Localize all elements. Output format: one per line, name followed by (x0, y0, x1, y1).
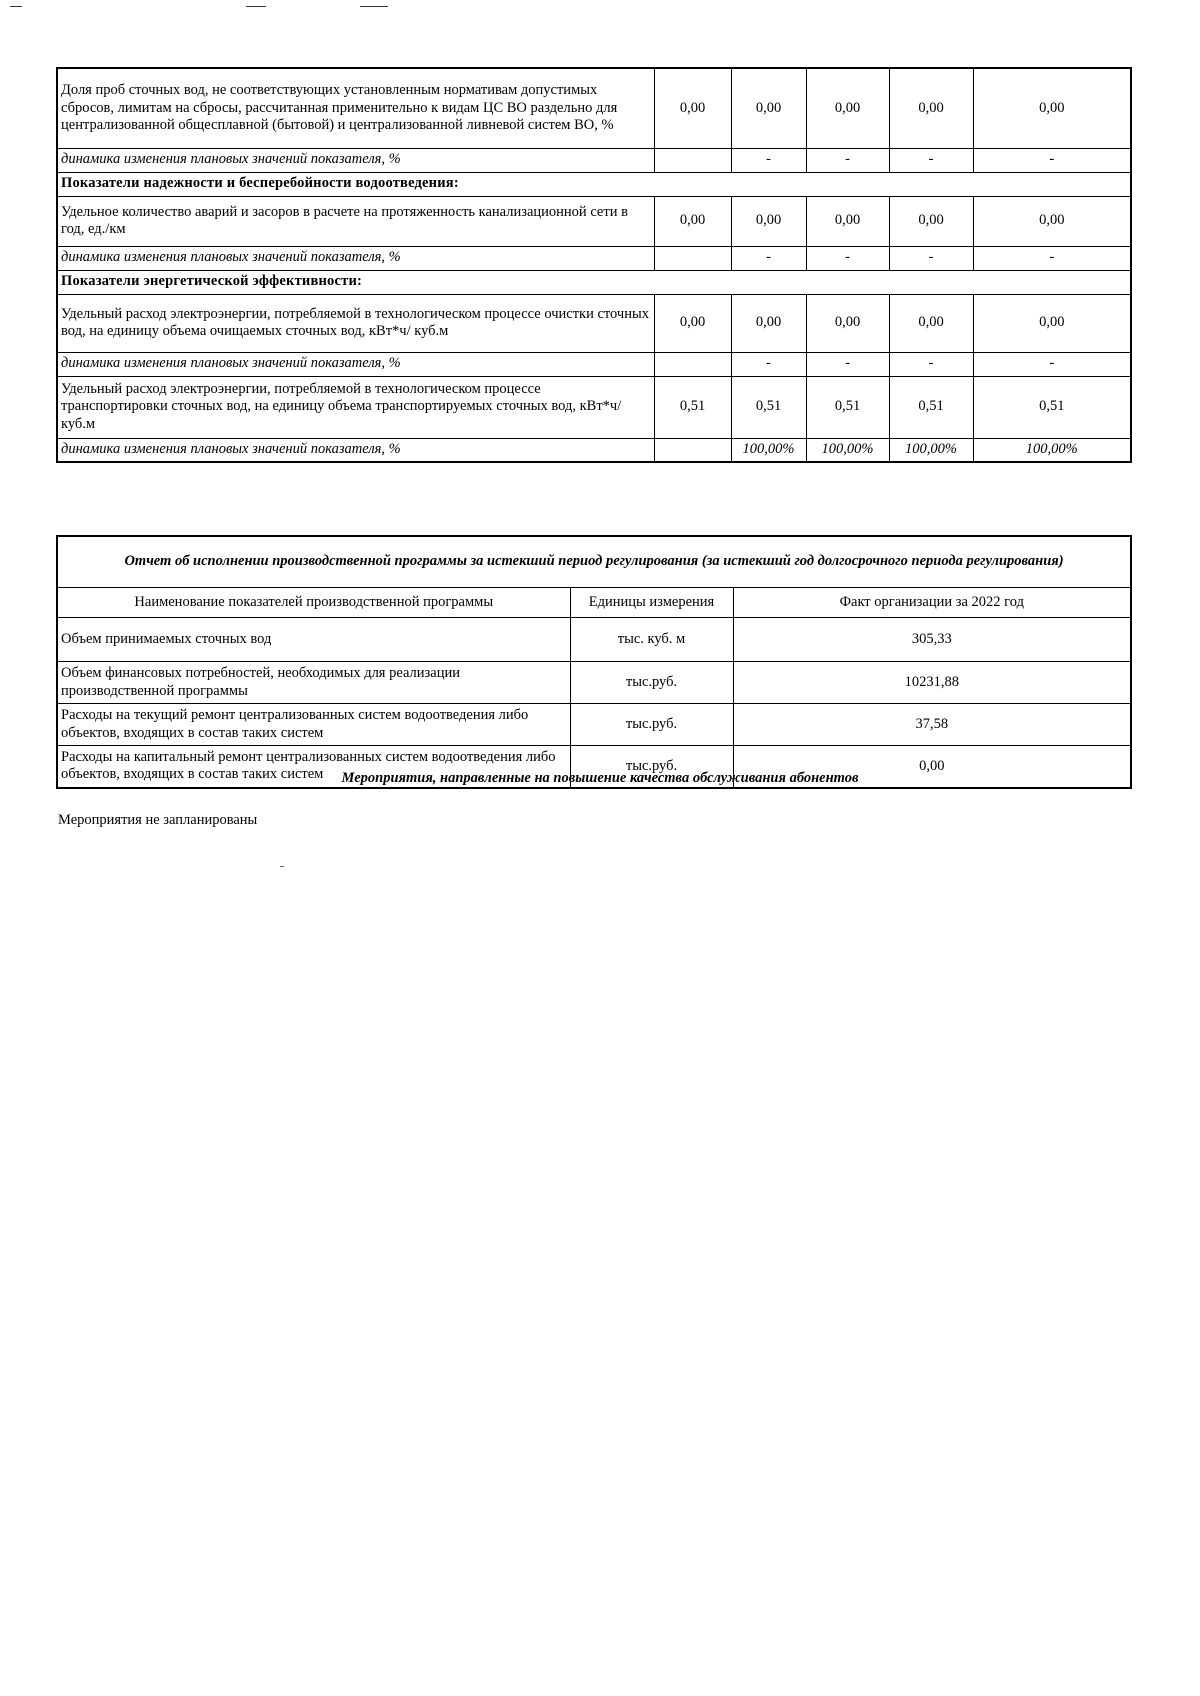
value-cell: 0,00 (731, 294, 806, 352)
value-cell: - (806, 246, 889, 270)
indicator-row (57, 294, 1131, 352)
value-cell: - (731, 352, 806, 376)
value-cell: 100,00% (731, 438, 806, 462)
report-table-body (57, 618, 1131, 788)
value-cell: - (731, 148, 806, 172)
header-indicator-name: Наименование показателей производственной программы (57, 588, 570, 618)
value-cell (654, 148, 731, 172)
report-label: Объем финансовых потребностей, необходимых для реализации производственной программы (57, 662, 570, 704)
report-label: Расходы на текущий ремонт централизованных систем водоотведения либо объектов, входящих в состав таких систем (57, 704, 570, 746)
value-cell (654, 352, 731, 376)
scan-dot (280, 866, 284, 867)
section-title: Показатели энергетической эффективности: (57, 270, 1131, 294)
value-cell (654, 438, 731, 462)
value-cell: 0,00 (973, 68, 1131, 148)
indicator-row (57, 196, 1131, 246)
section-title: Показатели надежности и бесперебойности водоотведения: (57, 172, 1131, 196)
value-cell: - (806, 352, 889, 376)
dynamics-row (57, 438, 1131, 462)
report-header-row (57, 588, 1131, 618)
indicator-label: Удельный расход электроэнергии, потребляемой в технологическом процессе транспортировки сточных вод, на единицу объема транспортируемых сточных вод, кВт*ч/ куб.м (57, 376, 654, 438)
dynamics-label: динамика изменения плановых значений показателя, % (57, 352, 654, 376)
value-cell: - (973, 148, 1131, 172)
dynamics-label: динамика изменения плановых значений показателя, % (57, 438, 654, 462)
indicator-label: Удельное количество аварий и засоров в расчете на протяженность канализационной сети в год, ед./км (57, 196, 654, 246)
measures-text: Мероприятия не запланированы (58, 812, 258, 828)
header-fact: Факт организации за 2022 год (733, 588, 1131, 618)
value-cell (654, 246, 731, 270)
report-unit: тыс. куб. м (570, 618, 733, 662)
scan-mark (10, 6, 22, 7)
value-cell: 0,00 (654, 68, 731, 148)
value-cell: - (731, 246, 806, 270)
value-cell: 0,00 (973, 196, 1131, 246)
indicators-table-body (57, 68, 1131, 462)
value-cell: - (889, 352, 973, 376)
section-row (57, 172, 1131, 196)
indicator-label: Доля проб сточных вод, не соответствующих установленным нормативам допустимых сбросов, лимитам на сбросы, рассчитанная применительно к видам ЦС ВО раздельно для централизованной общесплавной (бытовой) и централизованной ливневой систем ВО, % (57, 68, 654, 148)
dynamics-row (57, 148, 1131, 172)
indicator-label: Удельный расход электроэнергии, потребляемой в технологическом процессе очистки сточных вод, на единицу объема очищаемых сточных вод, кВт*ч/ куб.м (57, 294, 654, 352)
report-value: 10231,88 (733, 662, 1131, 704)
section-row (57, 270, 1131, 294)
value-cell: 0,00 (889, 294, 973, 352)
value-cell: 0,00 (889, 68, 973, 148)
indicators-table (56, 67, 1132, 463)
report-value: 37,58 (733, 704, 1131, 746)
value-cell: - (973, 246, 1131, 270)
value-cell: - (973, 352, 1131, 376)
value-cell: 100,00% (806, 438, 889, 462)
report-caption-row (57, 536, 1131, 588)
value-cell: 0,00 (806, 68, 889, 148)
value-cell: 0,51 (806, 376, 889, 438)
value-cell: 0,00 (654, 196, 731, 246)
dynamics-label: динамика изменения плановых значений показателя, % (57, 246, 654, 270)
header-unit: Единицы измерения (570, 588, 733, 618)
value-cell: 100,00% (973, 438, 1131, 462)
value-cell: 0,00 (731, 68, 806, 148)
report-row (57, 704, 1131, 746)
dynamics-row (57, 246, 1131, 270)
report-value: 305,33 (733, 618, 1131, 662)
value-cell: 0,00 (889, 196, 973, 246)
value-cell: 0,00 (806, 196, 889, 246)
value-cell: - (889, 148, 973, 172)
report-unit: тыс.руб. (570, 662, 733, 704)
indicator-row (57, 376, 1131, 438)
value-cell: - (889, 246, 973, 270)
value-cell: 0,51 (973, 376, 1131, 438)
report-label: Объем принимаемых сточных вод (57, 618, 570, 662)
value-cell: 0,51 (731, 376, 806, 438)
value-cell: 0,00 (806, 294, 889, 352)
scan-mark (360, 6, 388, 7)
scan-mark (246, 6, 266, 7)
value-cell: 0,00 (973, 294, 1131, 352)
report-unit: тыс.руб. (570, 746, 733, 788)
value-cell: 0,51 (889, 376, 973, 438)
value-cell: 0,51 (654, 376, 731, 438)
value-cell: - (806, 148, 889, 172)
indicator-row (57, 68, 1131, 148)
value-cell: 100,00% (889, 438, 973, 462)
dynamics-row (57, 352, 1131, 376)
report-label: Расходы на капитальный ремонт централизованных систем водоотведения либо объектов, входящих в состав таких систем (57, 746, 570, 788)
report-table (56, 535, 1132, 789)
dynamics-label: динамика изменения плановых значений показателя, % (57, 148, 654, 172)
value-cell: 0,00 (731, 196, 806, 246)
report-caption: Отчет об исполнении производственной программы за истекший период регулирования (за истекший год долгосрочного периода регулирования) (57, 536, 1131, 588)
value-cell: 0,00 (654, 294, 731, 352)
report-value: 0,00 (733, 746, 1131, 788)
measures-title: Мероприятия, направленные на повышение качества обслуживания абонентов (341, 770, 859, 786)
report-row (57, 662, 1131, 704)
report-row (57, 618, 1131, 662)
report-unit: тыс.руб. (570, 704, 733, 746)
